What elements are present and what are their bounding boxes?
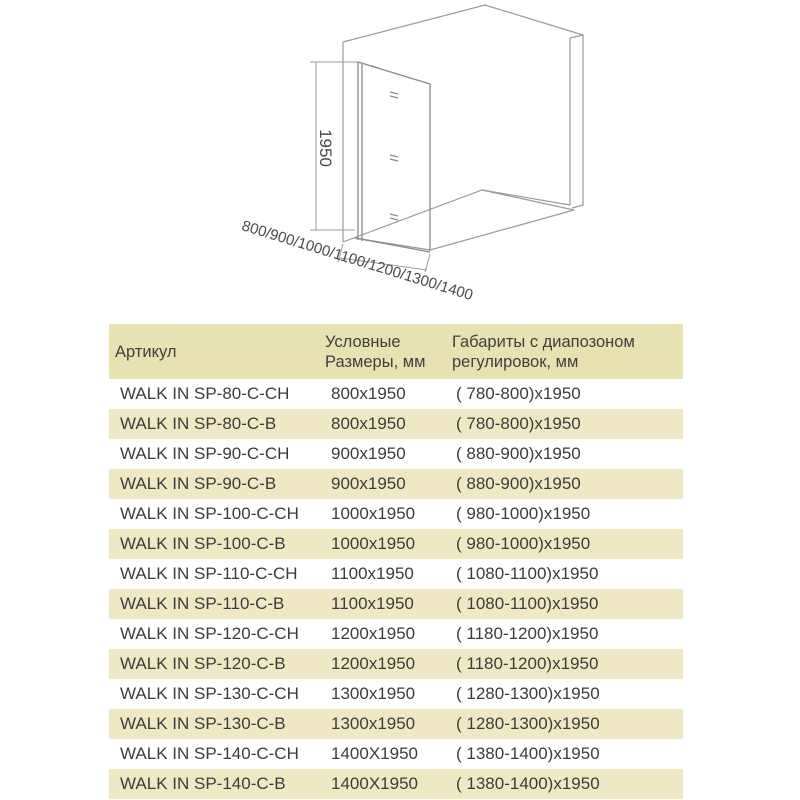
- range-cell: ( 880-900)x1950: [456, 444, 581, 463]
- size-cell: 1200x1950: [331, 624, 416, 643]
- table-row: [109, 439, 683, 469]
- size-cell: 1200x1950: [318, 649, 448, 679]
- range-cell: ( 980-1000)x1950: [456, 504, 591, 523]
- article-cell: WALK IN SP-100-C-B: [109, 529, 318, 559]
- header-range-line2: регулировок, мм: [452, 352, 579, 371]
- size-cell: 1000x1950: [318, 529, 448, 559]
- article-cell: WALK IN SP-80-C-CH: [120, 384, 290, 403]
- table-row: [109, 559, 683, 589]
- table-row: [109, 589, 683, 619]
- header-range: [448, 324, 683, 379]
- table-row: [109, 529, 683, 559]
- shower-panel-diagram: [0, 0, 800, 320]
- range-cell: ( 1080-1100)x1950: [448, 589, 683, 619]
- header-size-line1: Условные: [325, 332, 401, 351]
- table-row: [109, 499, 683, 529]
- size-cell: 1300x1950: [318, 709, 448, 739]
- range-cell: ( 1280-1300)x1950: [456, 684, 600, 703]
- table-row: [109, 379, 683, 409]
- header-range-line1: Габариты с диапозоном: [452, 332, 635, 351]
- range-cell: ( 780-800)x1950: [456, 384, 581, 403]
- range-cell: ( 780-800)x1950: [448, 409, 683, 439]
- article-cell: WALK IN SP-110-C-CH: [120, 564, 298, 583]
- table-row: [109, 409, 683, 439]
- article-cell: WALK IN SP-110-C-B: [109, 589, 318, 619]
- table-row: [109, 469, 683, 499]
- width-label: 800/900/1000/1100/1200/1300/1400: [239, 217, 475, 305]
- range-cell: ( 1380-1400)x1950: [448, 769, 683, 799]
- range-cell: ( 1080-1100)x1950: [456, 564, 599, 583]
- room-walls: [343, 5, 583, 250]
- size-cell: 900x1950: [318, 469, 448, 499]
- size-cell: 1300x1950: [331, 684, 416, 703]
- table-header: [109, 324, 683, 379]
- size-cell: 800x1950: [331, 384, 406, 403]
- size-cell: 1100x1950: [331, 564, 414, 583]
- article-cell: WALK IN SP-80-C-B: [109, 409, 318, 439]
- table-row: [109, 739, 683, 769]
- article-cell: WALK IN SP-130-C-B: [109, 709, 318, 739]
- table-row: [109, 619, 683, 649]
- table-row: [109, 649, 683, 679]
- table-row: [109, 769, 683, 799]
- article-cell: WALK IN SP-130-C-CH: [120, 684, 299, 703]
- article-cell: WALK IN SP-90-C-B: [109, 469, 318, 499]
- size-cell: 800x1950: [318, 409, 448, 439]
- range-cell: ( 1180-1200)x1950: [456, 624, 599, 643]
- size-cell: 1000x1950: [331, 504, 416, 523]
- range-cell: ( 1280-1300)x1950: [448, 709, 683, 739]
- range-cell: ( 1180-1200)x1950: [448, 649, 683, 679]
- specification-table: [109, 324, 683, 799]
- height-label: 1950: [316, 129, 335, 167]
- header-size-line2: Размеры, мм: [325, 352, 426, 371]
- panel-brackets: [390, 92, 398, 220]
- header-article: Артикул: [109, 324, 318, 379]
- article-cell: WALK IN SP-120-C-CH: [120, 624, 299, 643]
- range-cell: ( 980-1000)x1950: [448, 529, 683, 559]
- range-cell: ( 880-900)x1950: [448, 469, 683, 499]
- size-cell: 900x1950: [331, 444, 406, 463]
- article-cell: WALK IN SP-120-C-B: [109, 649, 318, 679]
- size-cell: 1400X1950: [331, 744, 418, 763]
- size-cell: 1400X1950: [318, 769, 448, 799]
- article-cell: WALK IN SP-140-C-CH: [120, 744, 299, 763]
- table-row: [109, 709, 683, 739]
- range-cell: ( 1380-1400)x1950: [456, 744, 600, 763]
- article-cell: WALK IN SP-90-C-CH: [120, 444, 290, 463]
- header-size: [318, 324, 448, 379]
- article-cell: WALK IN SP-100-C-CH: [120, 504, 299, 523]
- table-row: [109, 679, 683, 709]
- size-cell: 1100x1950: [318, 589, 448, 619]
- article-cell: WALK IN SP-140-C-B: [109, 769, 318, 799]
